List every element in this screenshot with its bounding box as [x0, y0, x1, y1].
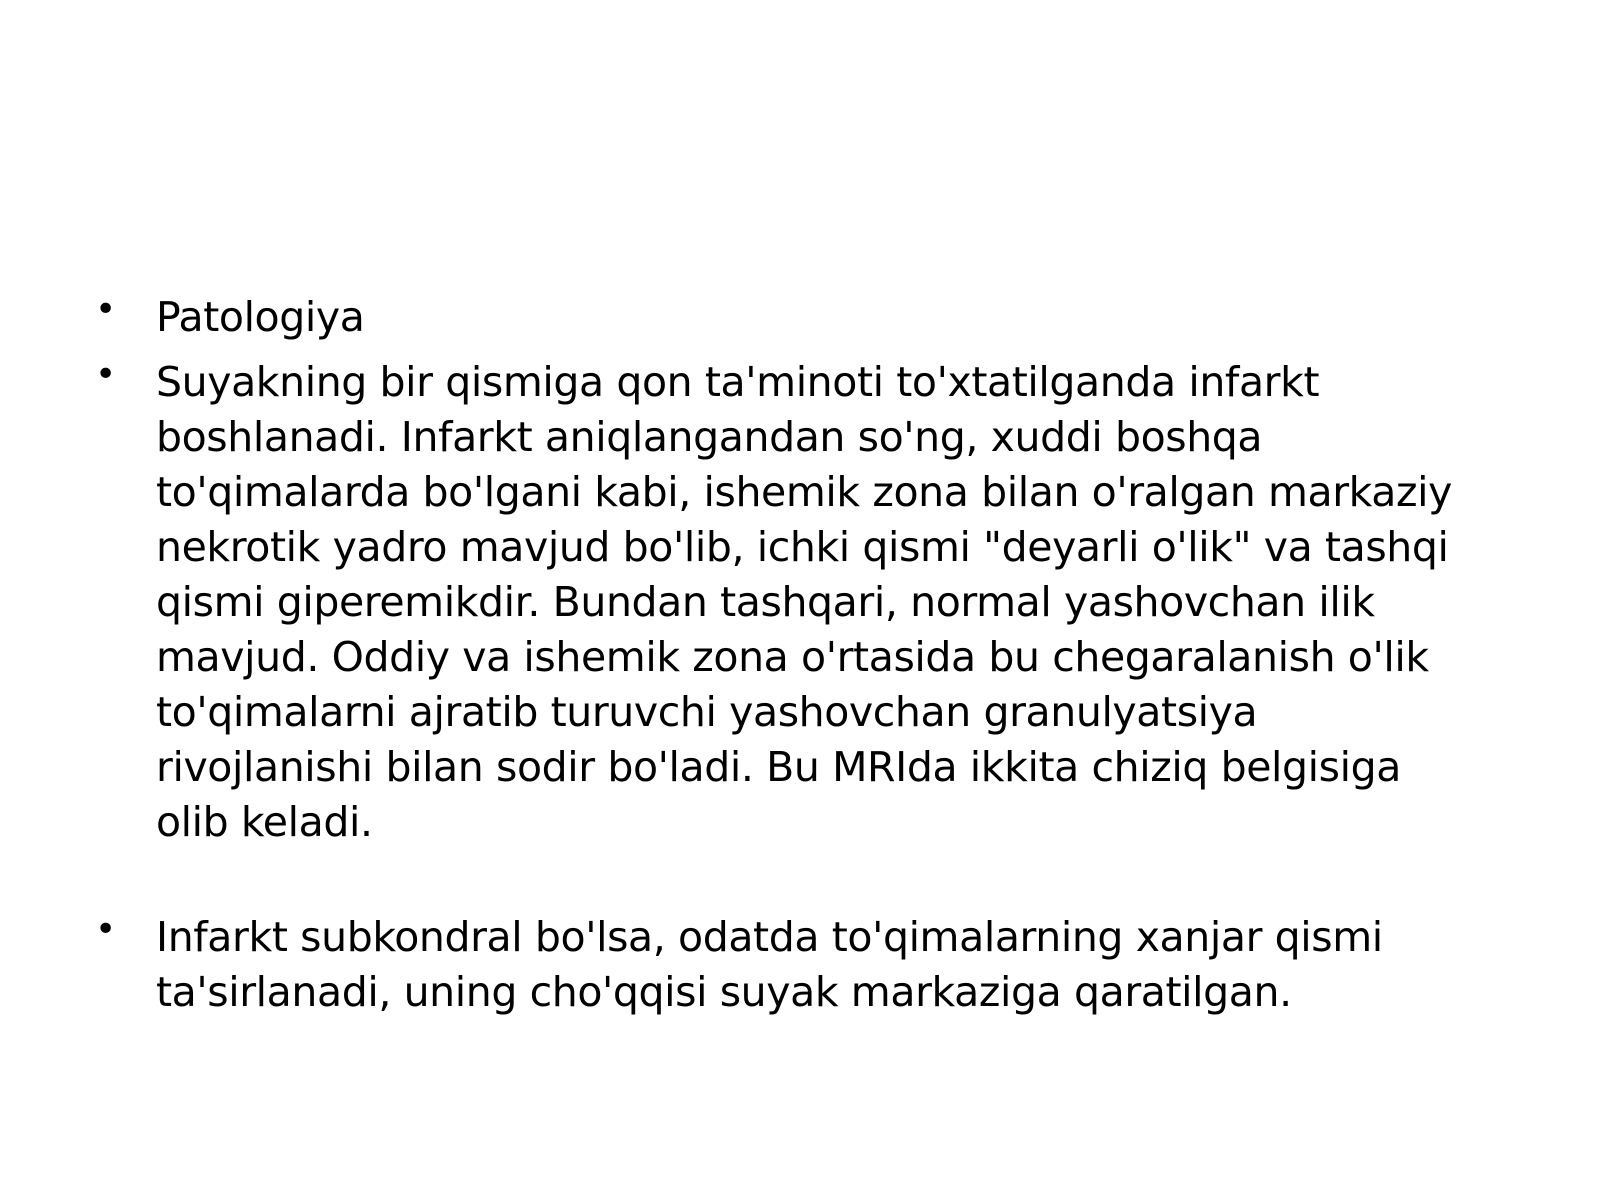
bullet-text-line: Patologiya — [156, 293, 365, 341]
bullet-text-line: nekrotik yadro mavjud bo'lib, ichki qismi "deyarli o'lik" va tashqi — [156, 523, 1449, 571]
bullet-icon: • — [95, 909, 116, 950]
bullet-text-line: Suyakning bir qismiga qon ta'minoti to'xtatilganda infarkt — [156, 358, 1320, 406]
bullet-icon: • — [95, 289, 116, 330]
bullet-text-line: olib keladi. — [156, 798, 373, 846]
bullet-list — [92, 290, 1512, 1020]
bullet-text-line: rivojlanishi bilan sodir bo'ladi. Bu MRIda ikkita chiziq belgisiga — [156, 743, 1401, 791]
bullet-text-line: mavjud. Oddiy va ishemik zona o'rtasida bu chegaralanish o'lik — [156, 633, 1429, 681]
bullet-text-line: qismi giperemikdir. Bundan tashqari, normal yashovchan ilik — [156, 578, 1375, 626]
bullet-item-patologiya — [92, 290, 1512, 345]
bullet-item-infarct-description — [92, 355, 1512, 850]
bullet-text-line: Infarkt subkondral bo'lsa, odatda to'qimalarning xanjar qismi — [156, 913, 1383, 961]
bullet-text-line: to'qimalarni ajratib turuvchi yashovchan granulyatsiya — [156, 688, 1258, 736]
bullet-icon: • — [95, 354, 116, 395]
bullet-text-line: ta'sirlanadi, uning cho'qqisi suyak markaziga qaratilgan. — [156, 968, 1292, 1016]
bullet-text-line: to'qimalarda bo'lgani kabi, ishemik zona bilan o'ralgan markaziy — [156, 468, 1453, 516]
bullet-text-line: boshlanadi. Infarkt aniqlangandan so'ng, xuddi boshqa — [156, 413, 1263, 461]
bullet-item-subchondral-infarct — [92, 910, 1512, 1020]
